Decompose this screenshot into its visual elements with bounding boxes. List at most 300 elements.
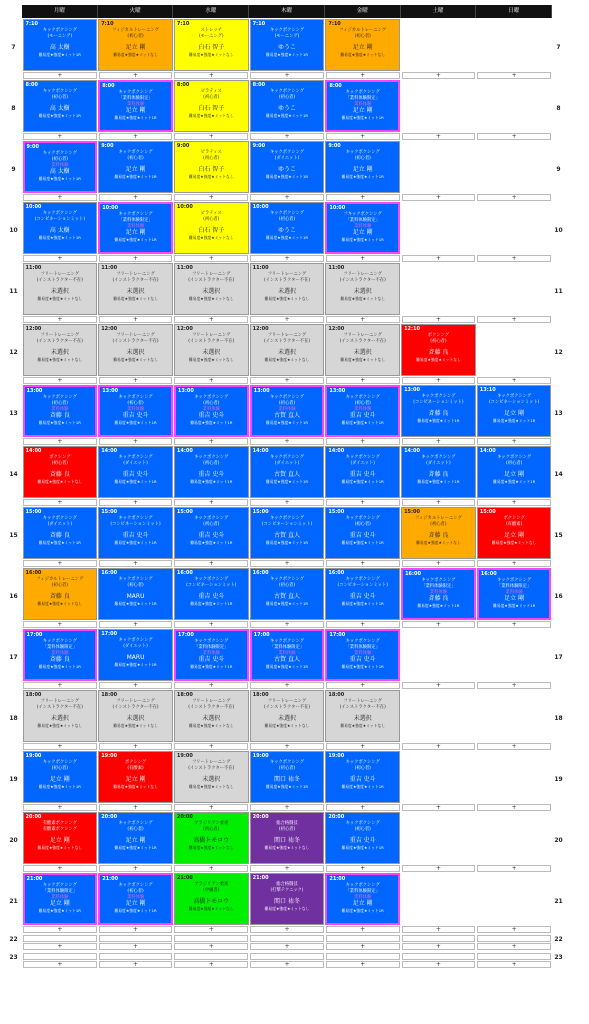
add-slot-button[interactable]: +	[174, 560, 248, 567]
hour-label: 11	[9, 288, 18, 295]
add-slot-button[interactable]: +	[477, 133, 551, 140]
add-slot-button[interactable]: +	[23, 255, 97, 262]
add-slot-button[interactable]: +	[326, 255, 400, 262]
class-slot[interactable]	[23, 263, 98, 315]
class-slot[interactable]	[477, 507, 552, 559]
class-slot[interactable]	[250, 568, 325, 620]
add-slot-button[interactable]: +	[23, 499, 97, 506]
add-slot-button[interactable]: +	[174, 865, 248, 872]
difficulty-label: 難易度★強度★ミット1R	[38, 112, 81, 118]
add-slot-button[interactable]: +	[402, 804, 476, 811]
add-slot-button[interactable]: +	[174, 194, 248, 201]
class-slot[interactable]	[98, 690, 173, 742]
class-level: (コンビネーションミット)	[110, 521, 161, 527]
add-slot-button[interactable]: +	[477, 865, 551, 872]
empty-slot	[23, 935, 97, 942]
class-level: (インストラクター不在)	[188, 338, 235, 344]
add-slot-button[interactable]: +	[477, 961, 551, 968]
class-level: (初心者)	[203, 400, 220, 406]
class-slot[interactable]	[23, 690, 98, 742]
add-slot-button[interactable]: +	[250, 926, 324, 933]
class-slot[interactable]	[174, 19, 249, 71]
difficulty-label: 難易度★強度★ミットなし	[340, 51, 386, 57]
instructor-name: 高橋トモロウ	[193, 897, 230, 905]
class-slot[interactable]	[174, 80, 249, 132]
class-name: キックボクシング	[194, 395, 229, 400]
instructor-name: 関口 祐冬	[274, 897, 300, 905]
add-slot-button[interactable]: +	[250, 377, 324, 384]
add-slot-button[interactable]: +	[99, 72, 173, 79]
class-level: (打撃テクニック)	[270, 887, 304, 893]
add-slot-button[interactable]: +	[402, 194, 476, 201]
class-name: フリートレーニング	[192, 760, 231, 765]
class-slot[interactable]	[174, 629, 249, 681]
add-slot-button[interactable]: +	[23, 621, 97, 628]
add-slot-button[interactable]: +	[477, 682, 551, 689]
add-slot-button[interactable]: +	[326, 72, 400, 79]
add-slot-button[interactable]: +	[326, 194, 400, 201]
hour-label-right: 16	[554, 593, 563, 600]
instructor-name: 足立 剛	[125, 775, 146, 783]
class-slot[interactable]	[325, 629, 400, 681]
slot-time: 7:10	[328, 21, 341, 27]
class-slot[interactable]	[325, 812, 400, 864]
difficulty-label: 難易度★強度★ミット1R	[265, 420, 309, 426]
class-slot[interactable]	[98, 751, 173, 803]
class-slot[interactable]	[23, 812, 98, 864]
add-slot-button[interactable]: +	[99, 682, 173, 689]
slot-time: 10:00	[176, 204, 193, 210]
class-slot[interactable]	[174, 690, 249, 742]
add-slot-button[interactable]: +	[402, 926, 476, 933]
class-slot[interactable]	[250, 446, 325, 498]
add-slot-button[interactable]: +	[174, 961, 248, 968]
add-slot-button[interactable]: +	[326, 316, 400, 323]
add-slot-button[interactable]: +	[402, 72, 476, 79]
class-slot[interactable]	[250, 202, 325, 254]
add-slot-button[interactable]: +	[250, 255, 324, 262]
add-slot-button[interactable]: +	[99, 255, 173, 262]
class-slot[interactable]	[23, 19, 98, 71]
class-name: キックボクシング	[42, 151, 77, 156]
add-slot-button[interactable]: +	[174, 316, 248, 323]
difficulty-label: 難易度★強度★ミット1R	[265, 234, 309, 240]
difficulty-label: 難易度★強度★ミット1R	[341, 115, 384, 121]
class-slot[interactable]	[477, 568, 552, 620]
instructor-name: 未選択	[353, 714, 372, 722]
add-slot-button[interactable]: +	[250, 316, 324, 323]
hour-label-right: 18	[554, 715, 563, 722]
class-slot[interactable]	[98, 202, 173, 254]
add-slot-button[interactable]: +	[99, 316, 173, 323]
add-slot-button[interactable]: +	[402, 865, 476, 872]
class-slot[interactable]	[325, 324, 400, 376]
add-slot-button[interactable]: +	[23, 943, 97, 950]
slot-time: 15:00	[479, 509, 496, 515]
class-slot[interactable]	[250, 324, 325, 376]
add-slot-button[interactable]: +	[23, 377, 97, 384]
class-slot[interactable]	[250, 385, 325, 437]
trial-note: 業料体験	[354, 101, 372, 107]
class-slot[interactable]	[23, 873, 98, 925]
add-slot-button[interactable]: +	[99, 865, 173, 872]
class-slot[interactable]	[325, 19, 400, 71]
add-slot-button[interactable]: +	[326, 377, 400, 384]
add-slot-button[interactable]: +	[23, 316, 97, 323]
add-slot-button[interactable]: +	[402, 316, 476, 323]
add-slot-button[interactable]: +	[250, 72, 324, 79]
add-slot-button[interactable]: +	[477, 926, 551, 933]
class-slot[interactable]	[174, 873, 249, 925]
add-slot-button[interactable]: +	[402, 961, 476, 968]
difficulty-label: 難易度★強度★ミットなし	[188, 112, 234, 118]
slot-time: 16:00	[25, 570, 42, 576]
class-name: フィジカルトレーニング	[36, 577, 84, 582]
class-slot[interactable]	[174, 385, 249, 437]
add-slot-button[interactable]: +	[23, 133, 97, 140]
instructor-name: 関口 祐冬	[274, 775, 300, 783]
class-slot[interactable]	[325, 568, 400, 620]
add-slot-button[interactable]: +	[99, 194, 173, 201]
add-slot-button[interactable]: +	[99, 377, 173, 384]
day-header-row	[22, 5, 552, 18]
class-slot[interactable]	[325, 690, 400, 742]
class-slot[interactable]	[23, 751, 98, 803]
add-slot-button[interactable]: +	[174, 926, 248, 933]
class-level: 「業料体験限定」	[42, 644, 78, 650]
add-slot-button[interactable]: +	[250, 499, 324, 506]
add-slot-button[interactable]: +	[402, 499, 476, 506]
slot-time: 19:00	[176, 753, 193, 759]
add-slot-button[interactable]: +	[477, 194, 551, 201]
add-slot-button[interactable]: +	[326, 943, 400, 950]
class-slot[interactable]	[174, 324, 249, 376]
add-slot-button[interactable]: +	[477, 621, 551, 628]
class-name: キックボクシング	[269, 89, 305, 94]
add-slot-button[interactable]: +	[174, 682, 248, 689]
hour-label: 9	[11, 166, 16, 173]
add-slot-button[interactable]: +	[477, 943, 551, 950]
class-slot[interactable]	[174, 202, 249, 254]
class-slot[interactable]	[250, 690, 325, 742]
instructor-name: 未選択	[202, 714, 221, 722]
add-slot-button[interactable]: +	[402, 133, 476, 140]
add-slot-button[interactable]: +	[174, 743, 248, 750]
class-slot[interactable]	[98, 507, 173, 559]
class-slot[interactable]	[174, 446, 249, 498]
class-slot[interactable]	[325, 385, 400, 437]
class-slot[interactable]	[250, 507, 325, 559]
class-slot[interactable]	[250, 751, 325, 803]
slot-time: 14:00	[25, 448, 42, 454]
add-slot-button[interactable]: +	[250, 943, 324, 950]
class-slot[interactable]	[23, 507, 98, 559]
add-slot-button[interactable]: +	[402, 560, 476, 567]
add-slot-button[interactable]: +	[174, 438, 248, 445]
class-level: (初心者)	[51, 460, 68, 466]
class-level: 「業料体験限定」	[118, 217, 153, 223]
add-slot-button[interactable]: +	[23, 72, 97, 79]
add-slot-button[interactable]: +	[402, 255, 476, 262]
difficulty-label: 難易度★強度★ミットなし	[37, 478, 83, 484]
difficulty-label: 難易度★強度★ミット1R	[38, 176, 81, 182]
add-slot-button[interactable]: +	[23, 438, 97, 445]
class-slot[interactable]	[23, 80, 98, 132]
hour-label: 18	[9, 715, 18, 722]
class-slot[interactable]	[174, 263, 249, 315]
add-slot-button[interactable]: +	[326, 743, 400, 750]
add-slot-button[interactable]: +	[23, 926, 97, 933]
add-slot-button[interactable]: +	[402, 377, 476, 384]
instructor-name: 足立 剛	[49, 836, 70, 844]
class-level: (初心者)	[203, 216, 220, 222]
class-slot[interactable]	[98, 385, 173, 437]
difficulty-label: 難易度★強度★ミットなし	[113, 295, 158, 301]
class-slot[interactable]	[174, 141, 249, 193]
slot-time: 14:00	[176, 448, 193, 454]
add-slot-button[interactable]: +	[174, 943, 248, 950]
class-slot[interactable]	[477, 385, 552, 437]
class-level: (初心者)	[51, 94, 68, 100]
add-slot-button[interactable]: +	[326, 499, 400, 506]
class-slot[interactable]	[325, 507, 400, 559]
class-slot[interactable]	[401, 568, 476, 620]
add-slot-button[interactable]: +	[477, 743, 551, 750]
class-slot[interactable]	[98, 263, 173, 315]
class-slot[interactable]	[325, 202, 400, 254]
instructor-name: 重吉 史斗	[349, 592, 376, 600]
class-slot[interactable]	[477, 446, 552, 498]
add-slot-button[interactable]: +	[250, 133, 324, 140]
add-slot-button[interactable]: +	[99, 499, 173, 506]
add-slot-button[interactable]: +	[326, 560, 400, 567]
class-name: フリートレーニング	[116, 272, 155, 277]
class-level: (初心者)	[354, 765, 371, 771]
add-slot-button[interactable]: +	[477, 255, 551, 262]
class-name: キックボクシング	[42, 89, 77, 94]
class-name: キックボクシング	[345, 577, 380, 582]
slot-time: 21:00	[176, 875, 193, 881]
class-slot[interactable]	[325, 446, 400, 498]
instructor-name: 斉藤 良	[49, 656, 70, 664]
add-slot-button[interactable]: +	[250, 438, 324, 445]
class-slot[interactable]	[23, 202, 98, 254]
add-slot-button[interactable]: +	[23, 865, 97, 872]
add-slot-button[interactable]: +	[174, 377, 248, 384]
class-level: (モーニング)	[47, 33, 73, 39]
add-slot-button[interactable]: +	[174, 499, 248, 506]
instructor-name: 斉藤 良	[428, 595, 449, 603]
add-slot-button[interactable]: +	[402, 438, 476, 445]
class-slot[interactable]	[174, 812, 249, 864]
class-name: キックボクシング	[42, 883, 77, 888]
class-level: (初心者)	[127, 826, 144, 832]
class-level: (ダイエット)	[274, 460, 300, 466]
add-slot-button[interactable]: +	[99, 133, 173, 140]
slot-time: 17:00	[253, 632, 270, 638]
add-slot-button[interactable]: +	[174, 621, 248, 628]
add-slot-button[interactable]: +	[174, 804, 248, 811]
class-name: ボクシング	[124, 760, 147, 765]
add-slot-button[interactable]: +	[477, 377, 551, 384]
add-slot-button[interactable]: +	[23, 961, 97, 968]
class-slot[interactable]	[98, 141, 173, 193]
class-slot[interactable]	[250, 812, 325, 864]
class-slot[interactable]	[325, 141, 400, 193]
class-slot[interactable]	[250, 141, 325, 193]
class-slot[interactable]	[325, 80, 400, 132]
add-slot-button[interactable]: +	[99, 621, 173, 628]
class-slot[interactable]	[401, 385, 476, 437]
add-slot-button[interactable]: +	[250, 961, 324, 968]
add-slot-button[interactable]: +	[477, 316, 551, 323]
difficulty-label: 難易度★強度★ミット1R	[190, 478, 233, 484]
instructor-name: 足立 剛	[125, 43, 146, 51]
class-slot[interactable]	[250, 873, 325, 925]
instructor-name: 足立 剛	[49, 900, 70, 908]
add-slot-button[interactable]: +	[326, 804, 400, 811]
class-slot[interactable]	[98, 80, 173, 132]
class-slot[interactable]	[98, 19, 173, 71]
add-slot-button[interactable]: +	[23, 804, 97, 811]
add-slot-button[interactable]: +	[250, 865, 324, 872]
add-slot-button[interactable]: +	[23, 560, 97, 567]
class-slot[interactable]	[325, 873, 400, 925]
class-level: (初心者)	[278, 94, 296, 100]
class-slot[interactable]	[23, 385, 98, 437]
add-slot-button[interactable]: +	[174, 255, 248, 262]
add-slot-button[interactable]: +	[250, 560, 324, 567]
class-level: (ダイエット)	[274, 155, 300, 161]
add-slot-button[interactable]: +	[477, 72, 551, 79]
difficulty-label: 難易度★強度★ミット1R	[417, 603, 460, 609]
class-slot[interactable]	[174, 507, 249, 559]
add-slot-button[interactable]: +	[477, 804, 551, 811]
class-level: (初心者)	[354, 33, 371, 39]
add-slot-button[interactable]: +	[326, 438, 400, 445]
add-slot-button[interactable]: +	[99, 926, 173, 933]
slot-time: 18:00	[328, 692, 345, 698]
class-level: (初心者)	[354, 826, 371, 832]
add-slot-button[interactable]: +	[23, 743, 97, 750]
class-level: (インストラクター不在)	[263, 704, 311, 710]
add-slot-button[interactable]: +	[477, 438, 551, 445]
class-slot[interactable]	[98, 324, 173, 376]
class-slot[interactable]	[174, 568, 249, 620]
slot-time: 16:00	[328, 570, 345, 576]
instructor-name: 斉藤 良	[49, 470, 70, 478]
add-slot-button[interactable]: +	[99, 560, 173, 567]
class-level: 「業料体験限定」	[421, 583, 456, 589]
add-slot-button[interactable]: +	[250, 682, 324, 689]
class-slot[interactable]	[250, 80, 325, 132]
class-name: フリートレーニング	[116, 699, 155, 704]
class-slot[interactable]	[250, 263, 325, 315]
class-slot[interactable]	[325, 751, 400, 803]
class-level: (初心者)	[278, 400, 296, 406]
slot-time: 16:00	[480, 571, 497, 577]
add-slot-button[interactable]: +	[174, 133, 248, 140]
slot-time: 13:00	[177, 388, 194, 394]
class-name: フィジカルトレーニング	[339, 28, 387, 33]
add-slot-button[interactable]: +	[326, 133, 400, 140]
add-slot-button[interactable]: +	[23, 682, 97, 689]
class-name: キックボクシング	[42, 760, 77, 765]
class-slot[interactable]	[23, 568, 98, 620]
add-slot-button[interactable]: +	[402, 621, 476, 628]
class-name: フリートレーニング	[267, 699, 307, 704]
class-slot[interactable]	[23, 324, 98, 376]
class-slot[interactable]	[23, 629, 98, 681]
instructor-name: 白石 智子	[198, 165, 225, 173]
add-slot-button[interactable]: +	[402, 943, 476, 950]
instructor-name: 足立 剛	[125, 165, 146, 173]
slot-time: 16:00	[176, 570, 193, 576]
add-slot-button[interactable]: +	[99, 438, 173, 445]
class-slot[interactable]	[250, 629, 325, 681]
trial-note: 業料体験	[202, 406, 220, 412]
add-slot-button[interactable]: +	[250, 804, 324, 811]
class-slot[interactable]	[98, 873, 173, 925]
class-level: (インストラクター不在)	[36, 338, 83, 344]
class-slot[interactable]	[23, 446, 98, 498]
add-slot-button[interactable]: +	[326, 865, 400, 872]
class-slot[interactable]	[401, 324, 476, 376]
add-slot-button[interactable]: +	[99, 804, 173, 811]
add-slot-button[interactable]: +	[326, 621, 400, 628]
add-slot-button[interactable]: +	[402, 743, 476, 750]
add-slot-button[interactable]: +	[23, 194, 97, 201]
class-slot[interactable]	[174, 751, 249, 803]
class-slot[interactable]	[98, 568, 173, 620]
slot-time: 18:00	[25, 692, 42, 698]
hour-label-right: 19	[554, 776, 563, 783]
class-slot[interactable]	[98, 629, 173, 681]
add-slot-button[interactable]: +	[477, 499, 551, 506]
difficulty-label: 難易度★強度★ミット1R	[265, 664, 309, 670]
slot-time: 19:00	[101, 753, 118, 759]
add-slot-button[interactable]: +	[250, 743, 324, 750]
class-slot[interactable]	[325, 263, 400, 315]
class-slot[interactable]	[98, 812, 173, 864]
add-slot-button[interactable]: +	[99, 743, 173, 750]
add-slot-button[interactable]: +	[174, 72, 248, 79]
class-name: キックボクシング	[421, 578, 456, 583]
class-slot[interactable]	[23, 141, 98, 193]
add-slot-button[interactable]: +	[250, 621, 324, 628]
instructor-name: 重吉 史斗	[122, 531, 149, 539]
add-slot-button[interactable]: +	[326, 961, 400, 968]
add-slot-button[interactable]: +	[99, 961, 173, 968]
add-slot-button[interactable]: +	[402, 682, 476, 689]
add-slot-button[interactable]: +	[326, 682, 400, 689]
slot-time: 21:00	[102, 876, 119, 882]
add-slot-button[interactable]: +	[326, 926, 400, 933]
class-slot[interactable]	[250, 19, 325, 71]
class-slot[interactable]	[98, 446, 173, 498]
difficulty-label: 難易度★強度★ミット1R	[114, 539, 157, 545]
difficulty-label: 難易度★強度★ミットなし	[416, 356, 461, 362]
slot-time: 21:00	[329, 876, 346, 882]
add-slot-button[interactable]: +	[250, 194, 324, 201]
class-level: (コンビネーションミット)	[413, 399, 464, 405]
class-name: キックボクシング	[497, 578, 532, 583]
add-slot-button[interactable]: +	[477, 560, 551, 567]
class-slot[interactable]	[401, 507, 476, 559]
class-slot[interactable]	[401, 446, 476, 498]
hour-label-right: 22	[554, 936, 563, 943]
add-slot-button[interactable]: +	[99, 943, 173, 950]
